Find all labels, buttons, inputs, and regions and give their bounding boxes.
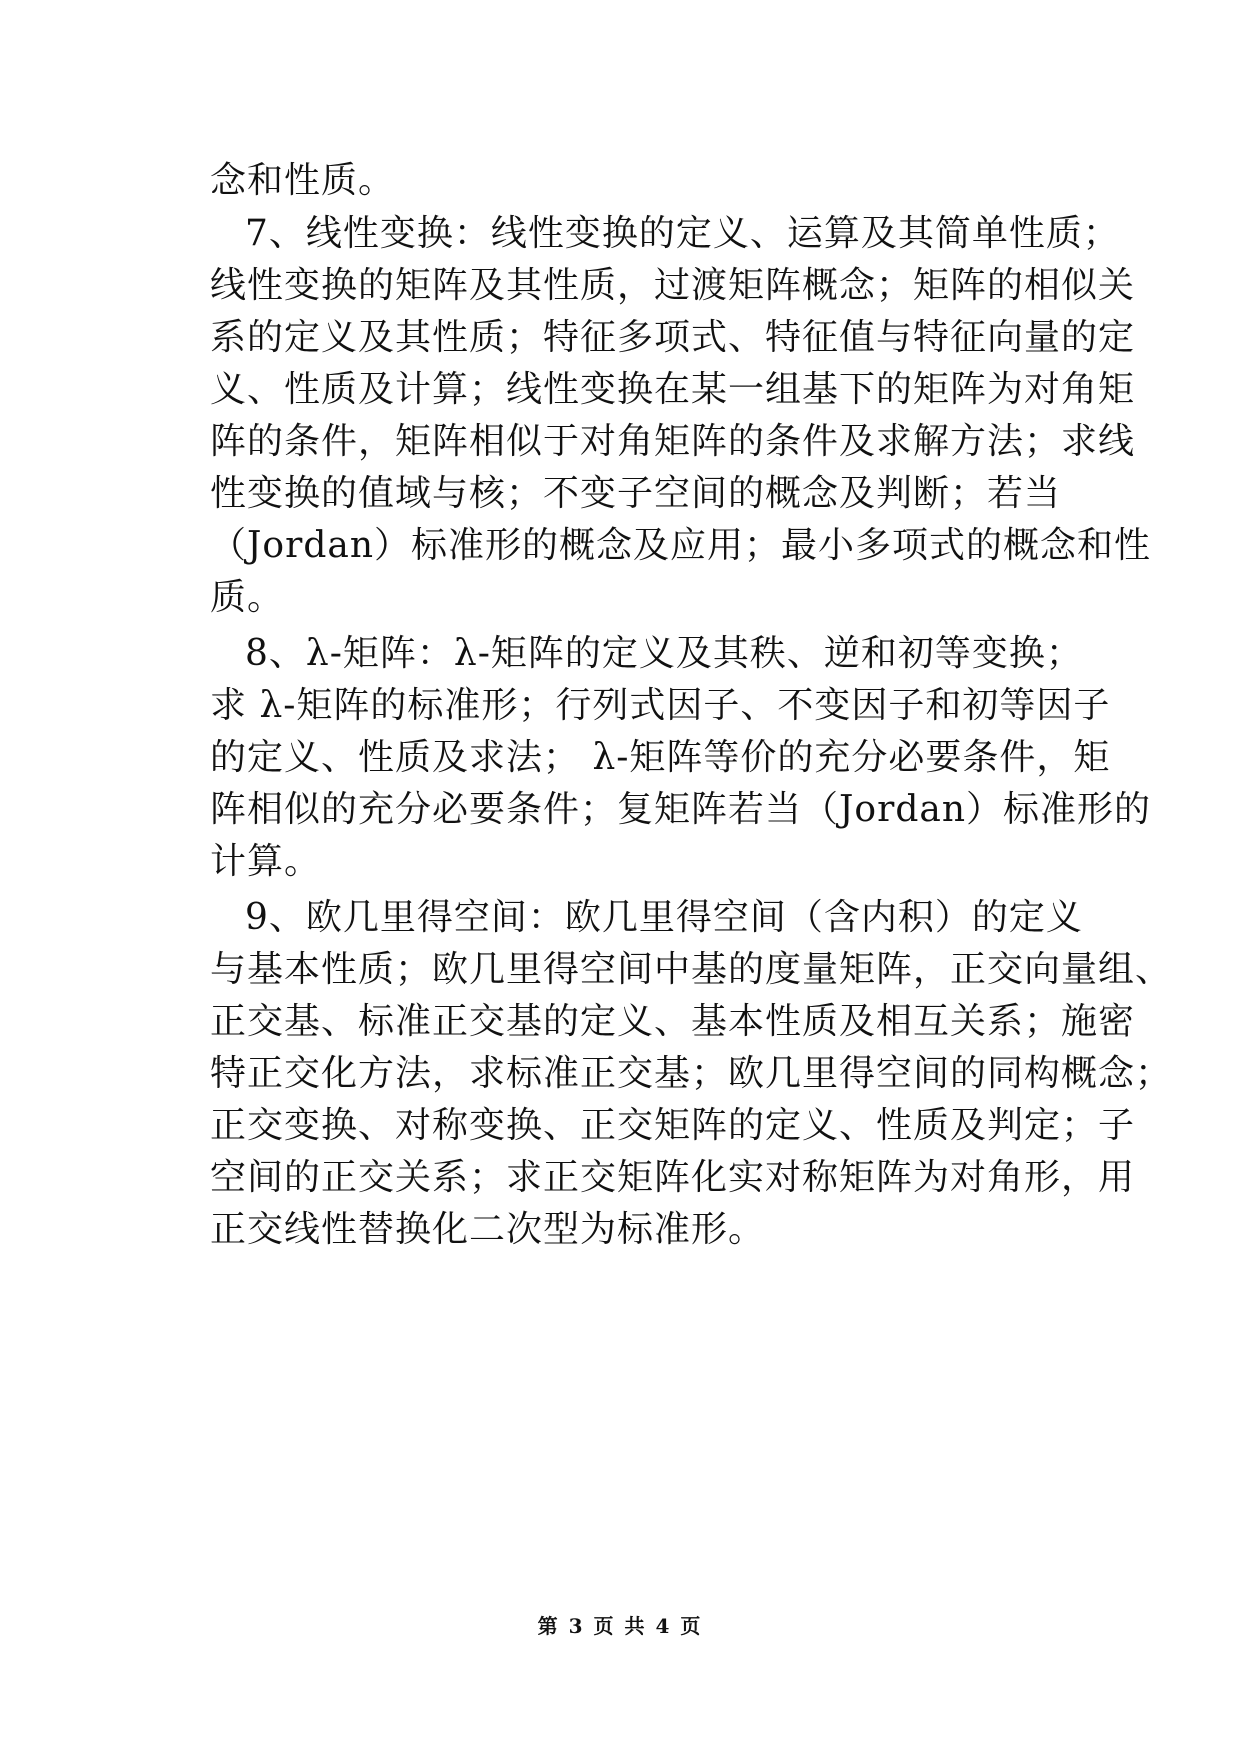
text-line: 7、线性变换：线性变换的定义、运算及其简单性质；: [245, 213, 1120, 254]
text-line: 性变换的值域与核；不变子空间的概念及判断；若当: [210, 473, 1062, 514]
text-line: 特正交化方法，求标准正交基；欧几里得空间的同构概念；: [210, 1053, 1173, 1094]
text-line: 阵的条件，矩阵相似于对角矩阵的条件及求解方法；求线: [210, 421, 1136, 462]
text-line: 的定义、性质及求法； λ-矩阵等价的充分必要条件，矩: [210, 737, 1111, 778]
page-footer: 第 3 页 共 4 页: [537, 1614, 703, 1638]
text-line: （Jordan）标准形的概念及应用；最小多项式的概念和性: [210, 525, 1152, 566]
text-line: 正交基、标准正交基的定义、基本性质及相互关系；施密: [210, 1001, 1136, 1042]
text-line: 质。: [210, 577, 285, 618]
text-line: 9、欧几里得空间：欧几里得空间（含内积）的定义: [245, 897, 1083, 938]
text-line: 系的定义及其性质；特征多项式、特征值与特征向量的定: [210, 317, 1136, 358]
text-line: 正交线性替换化二次型为标准形。: [210, 1209, 766, 1250]
text-line: 线性变换的矩阵及其性质，过渡矩阵概念；矩阵的相似关: [210, 265, 1136, 306]
text-line: 阵相似的充分必要条件；复矩阵若当（Jordan）标准形的: [210, 789, 1152, 830]
text-line: 8、λ-矩阵：λ-矩阵的定义及其秩、逆和初等变换；: [245, 633, 1083, 674]
text-line: 计算。: [210, 841, 322, 882]
text-line: 求 λ-矩阵的标准形；行列式因子、不变因子和初等因子: [210, 685, 1111, 726]
text-line: 正交变换、对称变换、正交矩阵的定义、性质及判定；子: [210, 1105, 1136, 1146]
text-line: 义、性质及计算；线性变换在某一组基下的矩阵为对角矩: [210, 369, 1136, 410]
text-line: 念和性质。: [210, 160, 396, 201]
text-line: 与基本性质；欧几里得空间中基的度量矩阵，正交向量组、: [210, 949, 1173, 990]
text-line: 空间的正交关系；求正交矩阵化实对称矩阵为对角形，用: [210, 1157, 1136, 1198]
